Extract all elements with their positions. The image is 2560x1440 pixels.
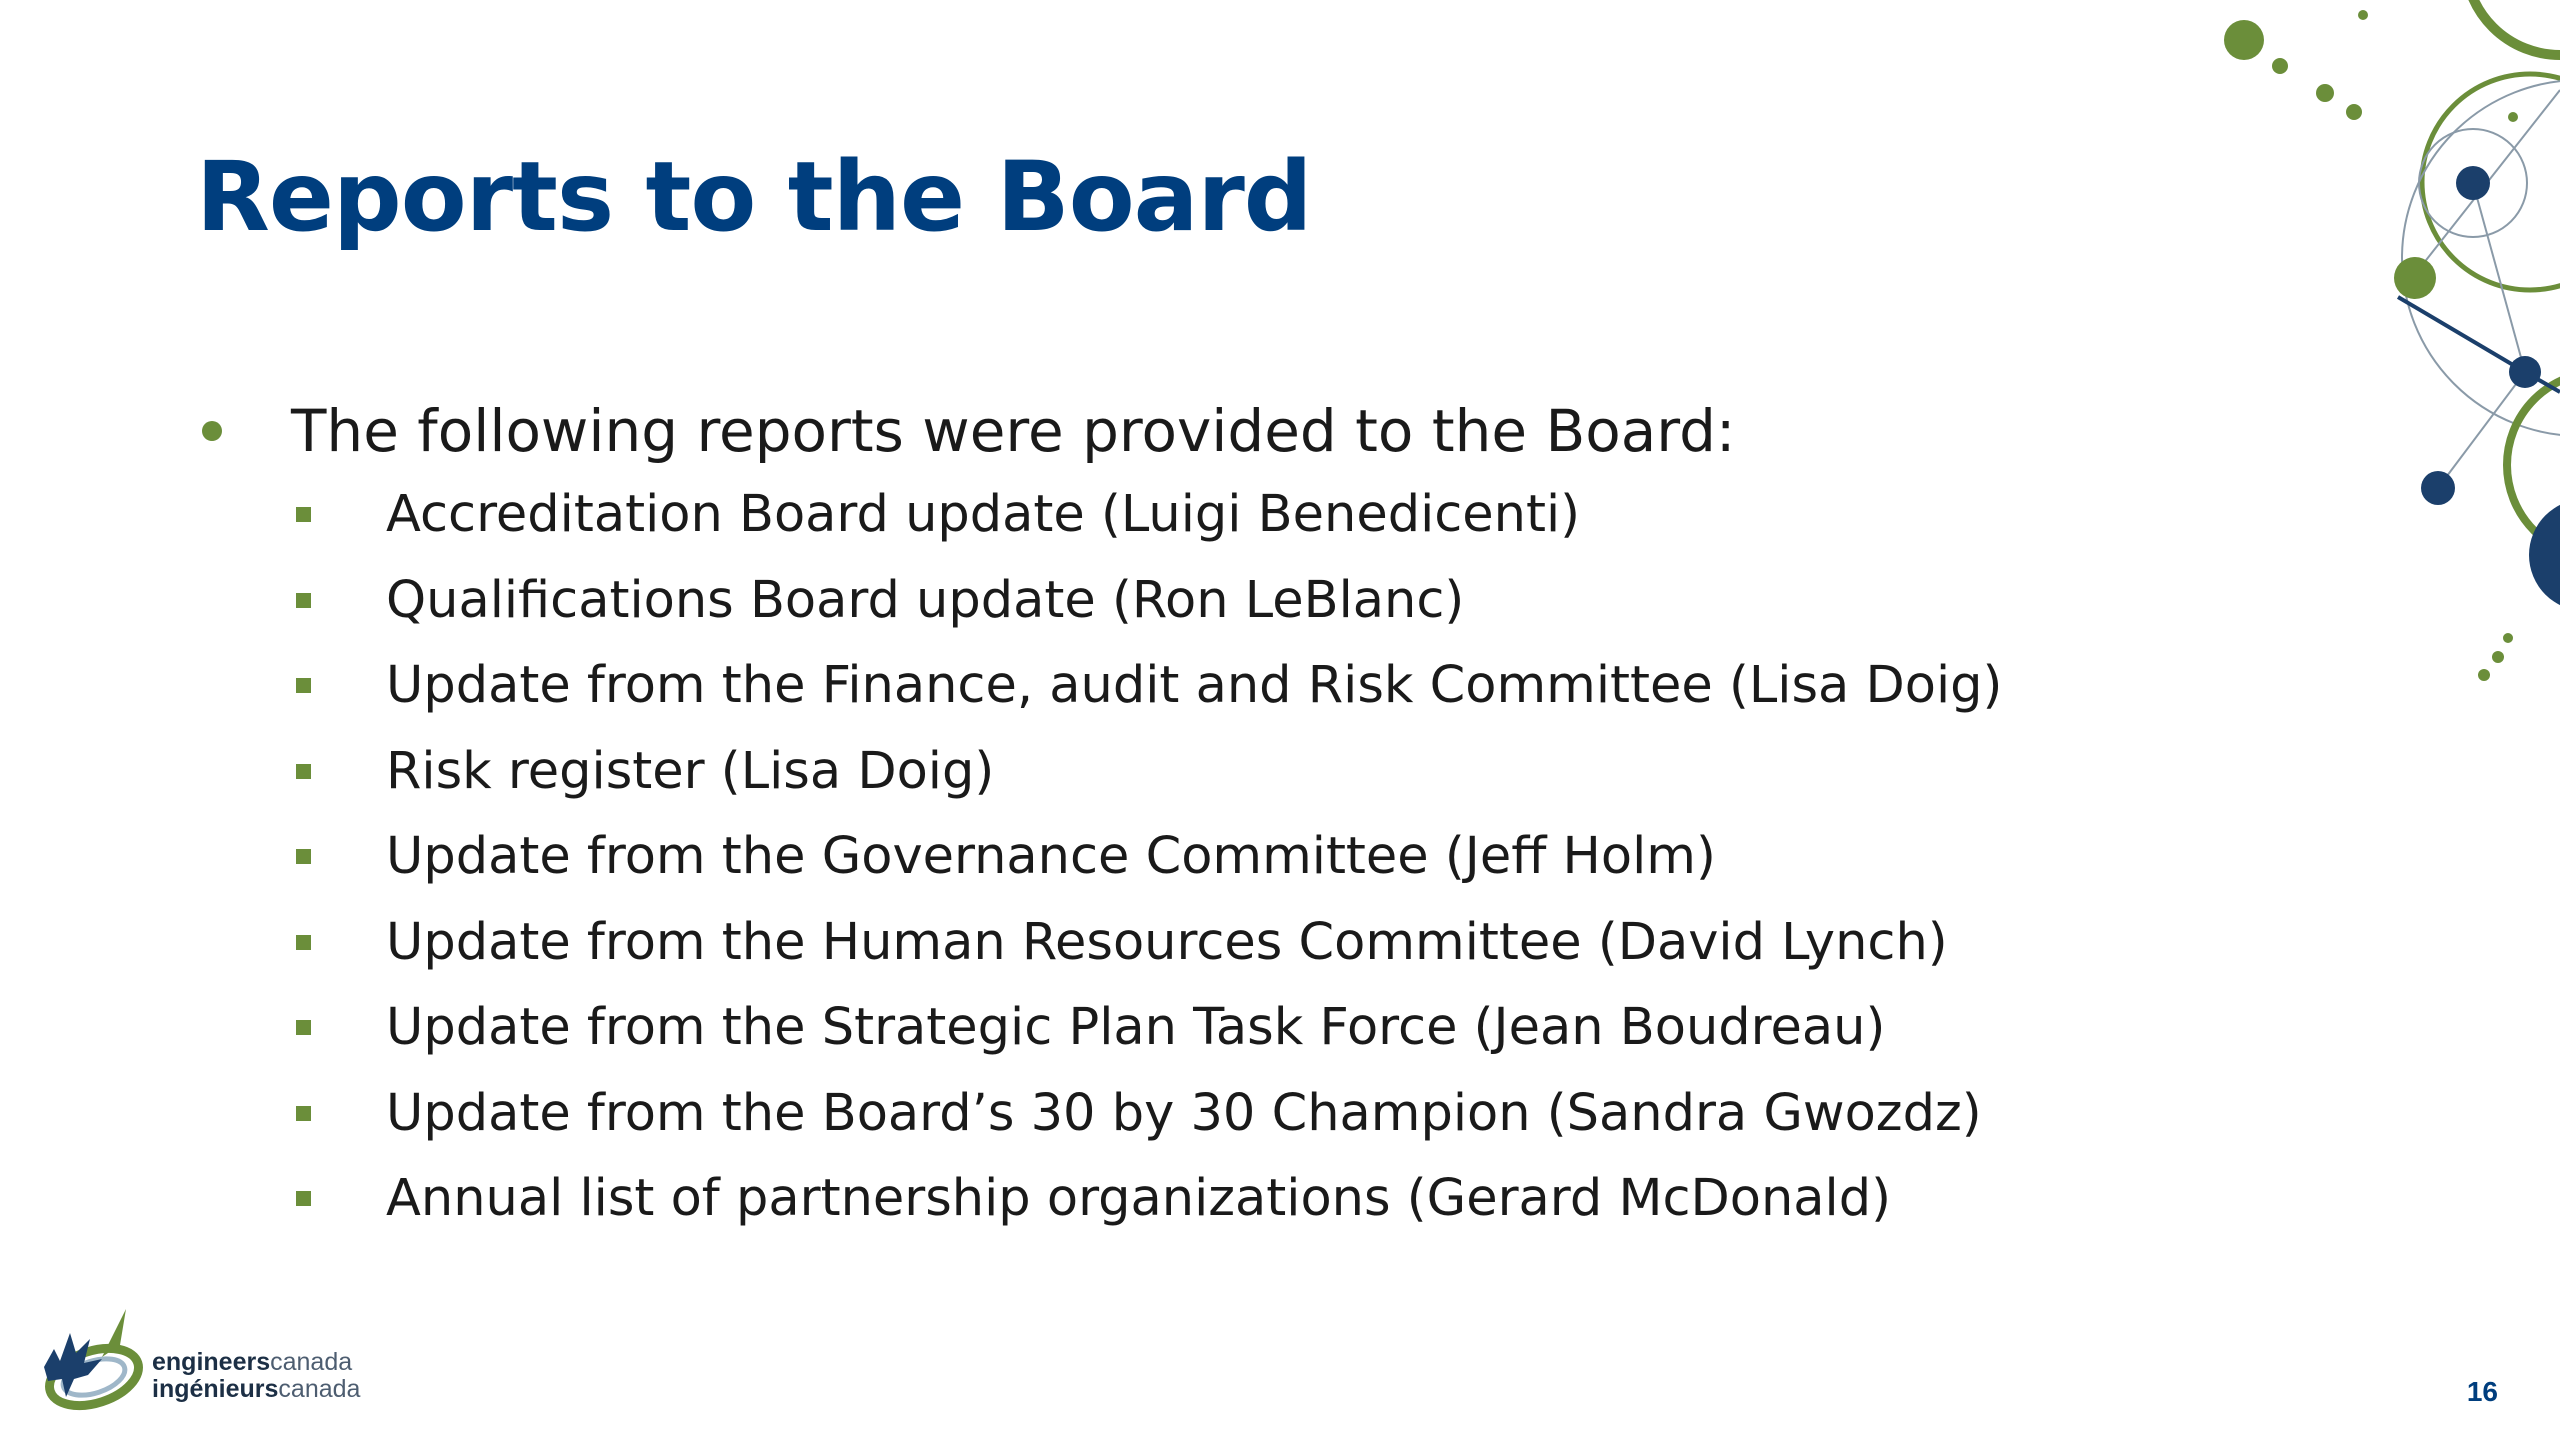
report-label: Accreditation Board update (Luigi Benedicenti) (386, 485, 1581, 544)
logo-line-2-light: canada (278, 1375, 361, 1403)
list-item (196, 729, 2096, 815)
green-square-icon (296, 849, 311, 864)
list-item (196, 1071, 2096, 1157)
list-item (196, 558, 2096, 644)
page-number: 16 (2466, 1376, 2498, 1407)
report-label: Update from the Board’s 30 by 30 Champion (Sandra Gwozdz) (386, 1083, 1982, 1143)
list-item (196, 472, 2096, 558)
list-item (196, 814, 2096, 900)
green-square-icon (296, 678, 311, 693)
list-item (196, 900, 2096, 986)
green-dot-icon (202, 421, 222, 441)
green-square-icon (296, 1106, 311, 1121)
green-square-icon (296, 593, 311, 608)
circles-network-decoration (2180, 0, 2560, 720)
report-label: Update from the Strategic Plan Task Force (Jean Boudreau) (386, 998, 1886, 1057)
list-item (196, 1156, 2096, 1242)
report-label: Update from the Human Resources Committee (David Lynch) (386, 912, 1948, 972)
maple-leaf-logo-icon (30, 1305, 150, 1415)
green-square-icon (296, 1020, 311, 1035)
logo-line-2-bold: ingénieurs (152, 1375, 279, 1403)
intro-text: The following reports were provided to the Board: (291, 397, 1736, 465)
report-label: Update from the Finance, audit and Risk Committee (Lisa Doig) (386, 656, 2003, 715)
green-square-icon (296, 1191, 311, 1206)
slide-title: Reports to the Board (196, 141, 1312, 253)
logo-line-1 (152, 1349, 360, 1376)
list-item (196, 985, 2096, 1071)
green-square-icon (296, 935, 311, 950)
report-label: Annual list of partnership organizations (Gerard McDonald) (386, 1169, 1891, 1228)
green-square-icon (296, 764, 311, 779)
logo-line-1-bold: engineers (152, 1348, 271, 1376)
logo-wordmark (152, 1349, 360, 1403)
green-square-icon (296, 507, 311, 522)
list-item (196, 643, 2096, 729)
intro-bullet (196, 390, 2096, 472)
report-label: Update from the Governance Committee (Jeff Holm) (386, 827, 1716, 886)
slide-body (196, 390, 2096, 1242)
report-label: Qualifications Board update (Ron LeBlanc) (386, 570, 1465, 630)
reports-list (196, 472, 2096, 1242)
report-label: Risk register (Lisa Doig) (386, 741, 995, 801)
logo-line-2 (152, 1376, 360, 1403)
logo-line-1-light: canada (270, 1348, 353, 1376)
engineers-canada-logo (30, 1305, 370, 1415)
